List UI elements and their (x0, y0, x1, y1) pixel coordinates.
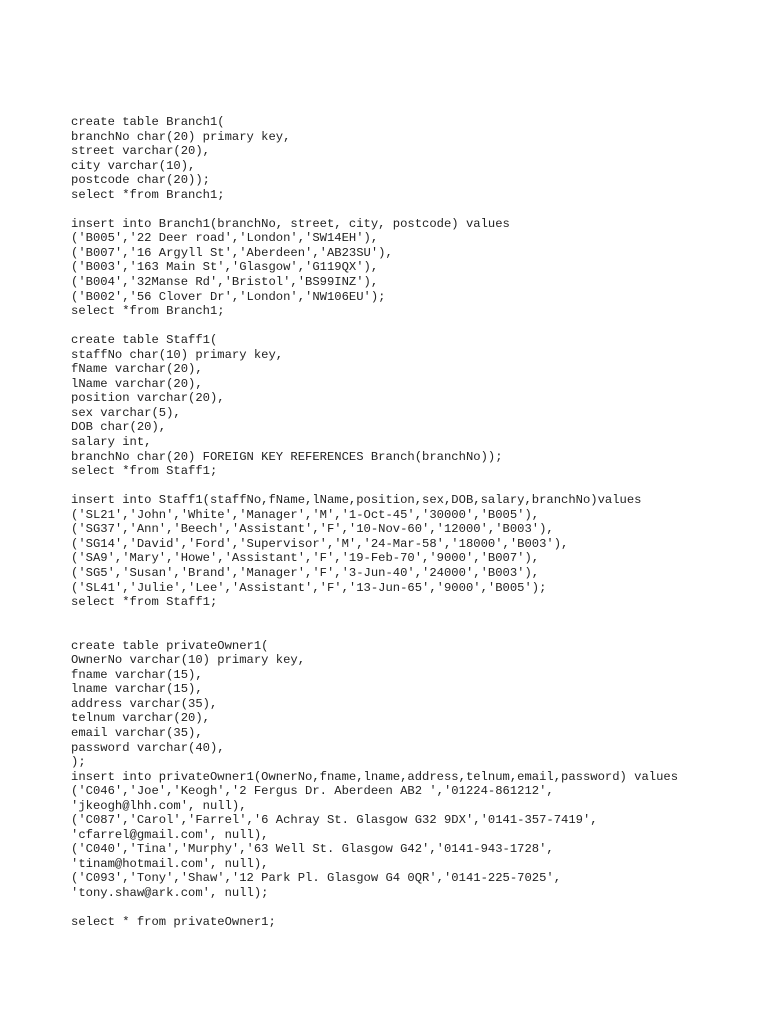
code-line: create table privateOwner1( (71, 638, 269, 653)
code-line: select *from Branch1; (71, 187, 225, 202)
code-line: branchNo char(20) FOREIGN KEY REFERENCES Branch(branchNo)); (71, 449, 503, 464)
code-line: ('SL41','Julie','Lee','Assistant','F','13-Jun-65','9000','B005'); (71, 580, 547, 595)
code-line: create table Staff1( (71, 333, 218, 348)
code-line: city varchar(10), (71, 158, 196, 173)
sql-document (71, 115, 751, 930)
code-line: select *from Branch1; (71, 304, 225, 319)
code-line: select * from privateOwner1; (71, 915, 276, 930)
blank-line (71, 202, 751, 217)
code-line: 'cfarrel@gmail.com', null), (71, 827, 269, 842)
code-line: DOB char(20), (71, 420, 167, 435)
blank-line (71, 624, 751, 639)
code-line: ('SG14','David','Ford','Supervisor','M','24-Mar-58','18000','B003'), (71, 536, 569, 551)
code-line: lname varchar(15), (71, 682, 203, 697)
code-line: telnum varchar(20), (71, 711, 210, 726)
code-line: sex varchar(5), (71, 405, 181, 420)
code-line: ('SG37','Ann','Beech','Assistant','F','10-Nov-60','12000','B003'), (71, 522, 554, 537)
code-line: ('SL21','John','White','Manager','M','1-Oct-45','30000','B005'), (71, 507, 540, 522)
code-line: ('B002','56 Clover Dr','London','NW106EU'); (71, 289, 386, 304)
code-line: postcode char(20)); (71, 173, 210, 188)
blank-line (71, 610, 751, 625)
code-line: branchNo char(20) primary key, (71, 129, 291, 144)
code-line: ('C093','Tony','Shaw','12 Park Pl. Glasgow G4 0QR','0141-225-7025', (71, 871, 562, 886)
code-line: 'jkeogh@lhh.com', null), (71, 798, 247, 813)
blank-line (71, 319, 751, 334)
code-line: select *from Staff1; (71, 595, 218, 610)
code-line: fName varchar(20), (71, 362, 203, 377)
code-line: ); (71, 755, 86, 770)
code-line: lName varchar(20), (71, 376, 203, 391)
code-line: ('B005','22 Deer road','London','SW14EH'), (71, 231, 379, 246)
code-line: street varchar(20), (71, 144, 210, 159)
code-line: ('B003','163 Main St','Glasgow','G119QX'), (71, 260, 379, 275)
code-line: create table Branch1( (71, 115, 225, 129)
code-line: salary int, (71, 435, 152, 450)
code-line: 'tony.shaw@ark.com', null); (71, 885, 269, 900)
code-line: insert into Staff1(staffNo,fName,lName,position,sex,DOB,salary,branchNo)values (71, 493, 642, 508)
code-line: ('C040','Tina','Murphy','63 Well St. Glasgow G42','0141-943-1728', (71, 842, 554, 857)
code-line: staffNo char(10) primary key, (71, 347, 284, 362)
code-line: address varchar(35), (71, 696, 218, 711)
code-line: ('B004','32Manse Rd','Bristol','BS99INZ'), (71, 275, 379, 290)
code-line: ('C046','Joe','Keogh','2 Fergus Dr. Aberdeen AB2 ','01224-861212', (71, 784, 554, 799)
code-line: position varchar(20), (71, 391, 225, 406)
code-line: ('SA9','Mary','Howe','Assistant','F','19-Feb-70','9000','B007'), (71, 551, 540, 566)
code-line: 'tinam@hotmail.com', null), (71, 856, 269, 871)
code-line: insert into Branch1(branchNo, street, city, postcode) values (71, 216, 510, 231)
code-line: ('SG5','Susan','Brand','Manager','F','3-Jun-40','24000','B003'), (71, 565, 540, 580)
code-line: ('C087','Carol','Farrel','6 Achray St. Glasgow G32 9DX','0141-357-7419', (71, 813, 598, 828)
code-line: OwnerNo varchar(10) primary key, (71, 653, 306, 668)
code-line: insert into privateOwner1(OwnerNo,fname,lname,address,telnum,email,password) values (71, 769, 679, 784)
blank-line (71, 901, 751, 916)
code-line: email varchar(35), (71, 725, 203, 740)
code-line: select *from Staff1; (71, 464, 218, 479)
code-line: password varchar(40), (71, 740, 225, 755)
code-line: fname varchar(15), (71, 667, 203, 682)
blank-line (71, 479, 751, 494)
code-line: ('B007','16 Argyll St','Aberdeen','AB23SU'), (71, 245, 393, 260)
